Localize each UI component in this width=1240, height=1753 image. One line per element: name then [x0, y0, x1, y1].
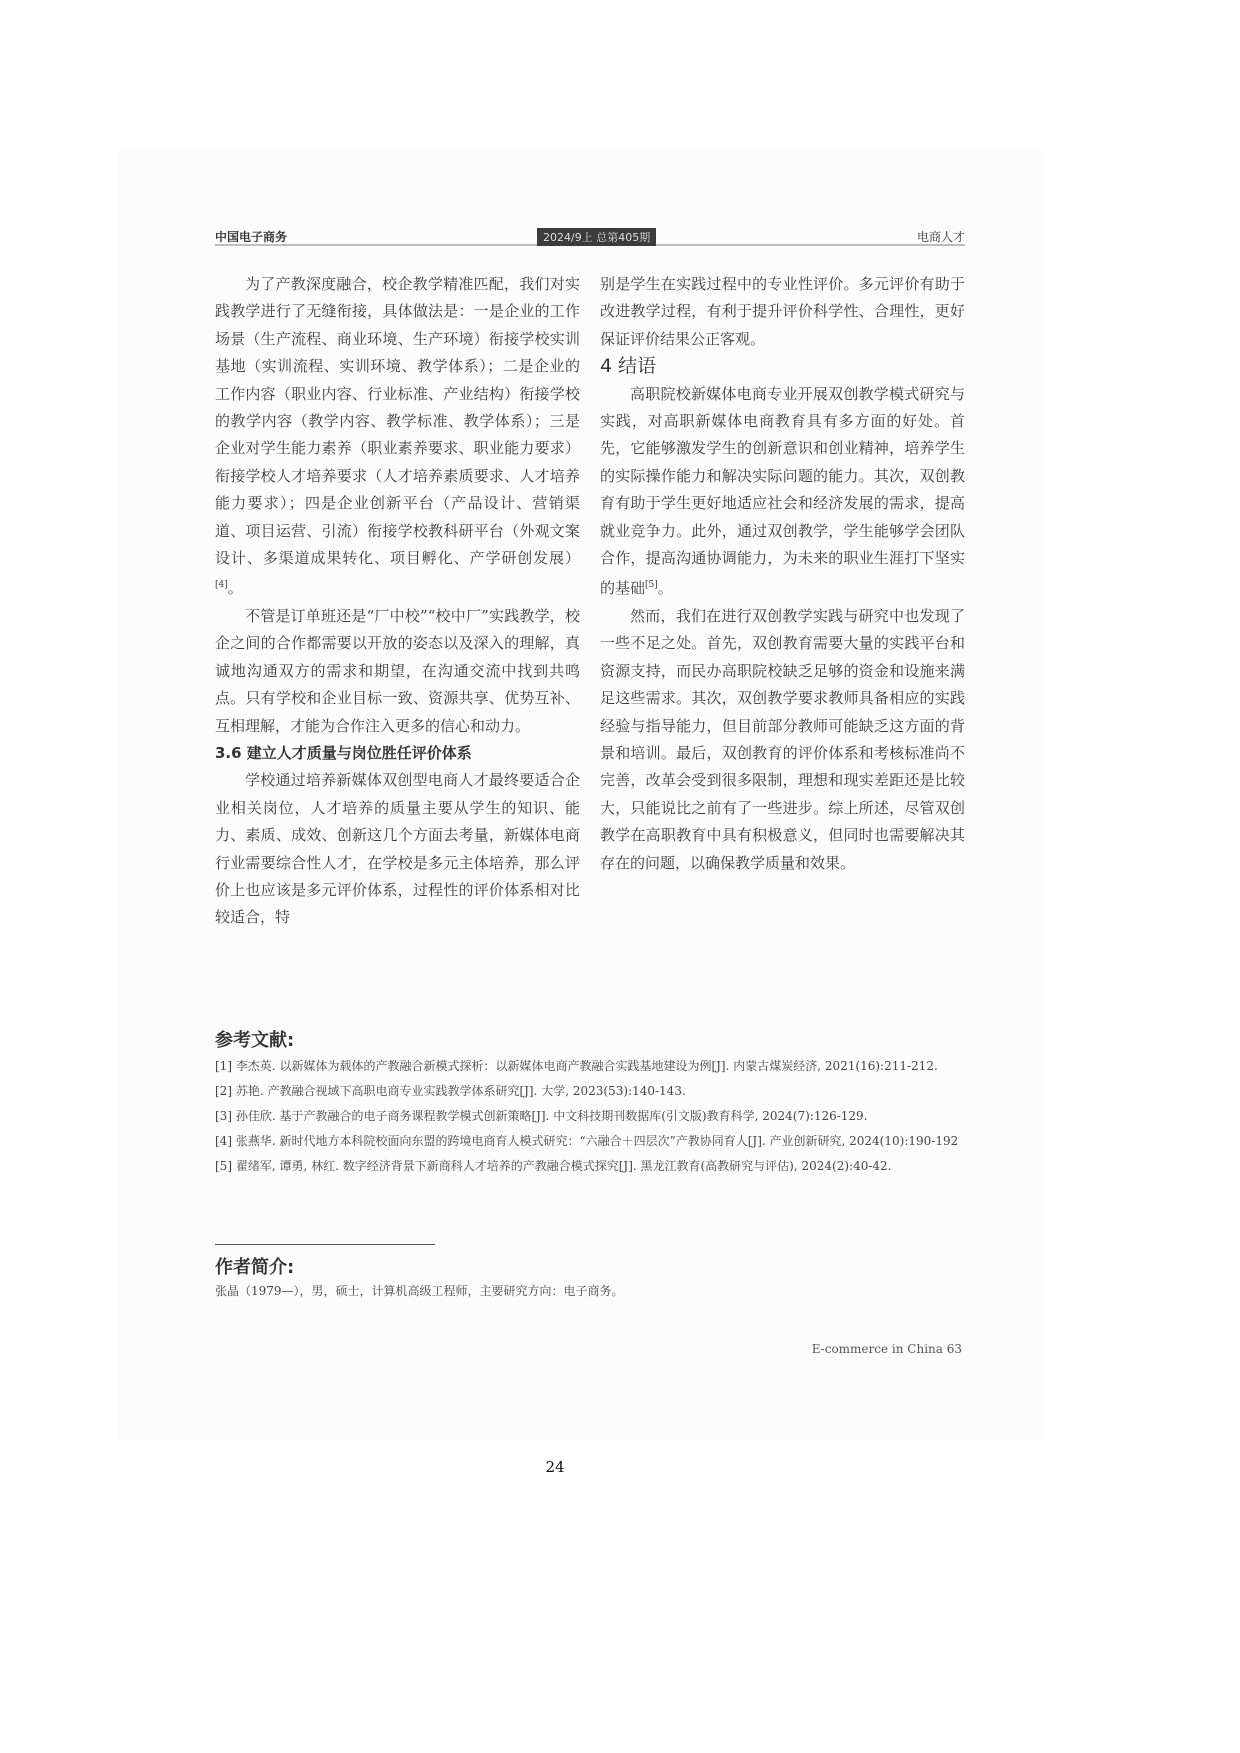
- divider: [215, 1244, 435, 1245]
- paragraph-end: 。: [657, 579, 673, 598]
- reference-item: [3] 孙佳欣. 基于产教融合的电子商务课程教学模式创新策略[J]. 中文科技期刊数据库(引文版)教育科学, 2024(7):126-129.: [215, 1109, 868, 1123]
- author-bio: [215, 1254, 624, 1299]
- paragraph: 然而，我们在进行双创教学实践与研究中也发现了一些不足之处。首先，双创教育需要大量的实践平台和资源支持，而民办高职院校缺乏足够的资金和设施来满足这些需求。其次，双创教学要求教师具备相应的实践经验与指导能力，但目前部分教师可能缺乏这方面的背景和培训。最后，双创教育的评价体系和考核标准尚不完善，改革会受到很多限制，理想和现实差距还是比较大，只能说比之前有了一些进步。综上所述，尽管双创教学在高职教育中具有积极意义，但同时也需要解决其存在的问题，以确保教学质量和效果。: [600, 606, 965, 872]
- paragraph: 不管是订单班还是“厂中校”“校中厂”实践教学，校企之间的合作都需要以开放的姿态以及深入的理解，真诚地沟通双方的需求和期望，在沟通交流中找到共鸣点。只有学校和企业目标一致、资源共享、优势互补、互相理解，才能为合作注入更多的信心和动力。: [215, 606, 580, 735]
- section-heading: 3.6 建立人才质量与岗位胜任评价体系: [215, 743, 472, 762]
- right-column: [600, 271, 965, 877]
- paragraph-text: 高职院校新媒体电商专业开展双创教学模式研究与实践，对高职新媒体电商教育具有多方面的好处。首先，它能够激发学生的创新意识和创业精神，培养学生的实际操作能力和解决实际问题的能力。其次，双创教育有助于学生更好地适应社会和经济发展的需求，提高就业竞争力。此外，通过双创教学，学生能够学会团队合作，提高沟通协调能力，为未来的职业生涯打下坚实的基础: [600, 384, 965, 598]
- left-column: [215, 271, 580, 932]
- journal-name: 中国电子商务: [215, 230, 288, 244]
- page-number: 24: [545, 1458, 565, 1476]
- references: [215, 1028, 967, 1179]
- reference-item: [2] 苏艳. 产教融合视域下高职电商专业实践教学体系研究[J]. 大学, 2023(53):140-143.: [215, 1084, 686, 1098]
- section-name: 电商人才: [916, 230, 965, 244]
- paragraph-end: 。: [227, 579, 243, 598]
- paragraph-text: 为了产教深度融合，校企教学精准匹配，我们对实践教学进行了无缝衔接，具体做法是：一是企业的工作场景（生产流程、商业环境、生产环境）衔接学校实训基地（实训流程、实训环境、教学体系）；二是企业的工作内容（职业内容、行业标准、产业结构）衔接学校的教学内容（教学内容、教学标准、教学体系）；三是企业对学生能力素养（职业素养要求、职业能力要求）衔接学校人才培养要求（人才培养素质要求、人才培养能力要求）；四是企业创新平台（产品设计、营销渠道、项目运营、引流）衔接学校教科研平台（外观文案设计、多渠道成果转化、项目孵化、产学研创发展）: [215, 275, 580, 568]
- section-heading: 4 结语: [600, 355, 657, 378]
- paragraph: [215, 271, 580, 603]
- journal-footer: E-commerce in China 63: [811, 1342, 962, 1356]
- paragraph: 学校通过培养新媒体双创型电商人才最终要适合企业相关岗位，人才培养的质量主要从学生的知识、能力、素质、成效、创新这几个方面去考量，新媒体电商行业需要综合性人才，在学校是多元主体培养，那么评价上也应该是多元评价体系，过程性的评价体系相对比较适合，特: [215, 771, 580, 927]
- citation: [5]: [645, 580, 658, 591]
- author-text: 张晶（1979—），男，硕士，计算机高级工程师，主要研究方向：电子商务。: [215, 1284, 624, 1298]
- references-title: 参考文献:: [215, 1030, 295, 1051]
- reference-item: [4] 张燕华. 新时代地方本科院校面向东盟的跨境电商育人模式研究：“六融合＋四层次”产教协同育人[J]. 产业创新研究, 2024(10):190-192: [215, 1134, 959, 1148]
- issue-badge: 2024/9上 总第405期: [537, 228, 656, 246]
- author-title: 作者简介:: [215, 1257, 295, 1278]
- reference-item: [1] 李杰英. 以新媒体为载体的产教融合新模式探析：以新媒体电商产教融合实践基地建设为例[J]. 内蒙古煤炭经济, 2021(16):211-212.: [215, 1059, 938, 1073]
- reference-item: [5] 翟绪军, 谭勇, 林红. 数字经济背景下新商科人才培养的产教融合模式探究[J]. 黑龙江教育(高教研究与评估), 2024(2):40-42.: [215, 1159, 892, 1173]
- citation: [4]: [215, 580, 228, 591]
- running-header: [215, 228, 965, 246]
- paragraph: 别是学生在实践过程中的专业性评价。多元评价有助于改进教学过程，有利于提升评价科学性、合理性，更好保证评价结果公正客观。: [600, 275, 965, 348]
- paragraph: [600, 381, 965, 603]
